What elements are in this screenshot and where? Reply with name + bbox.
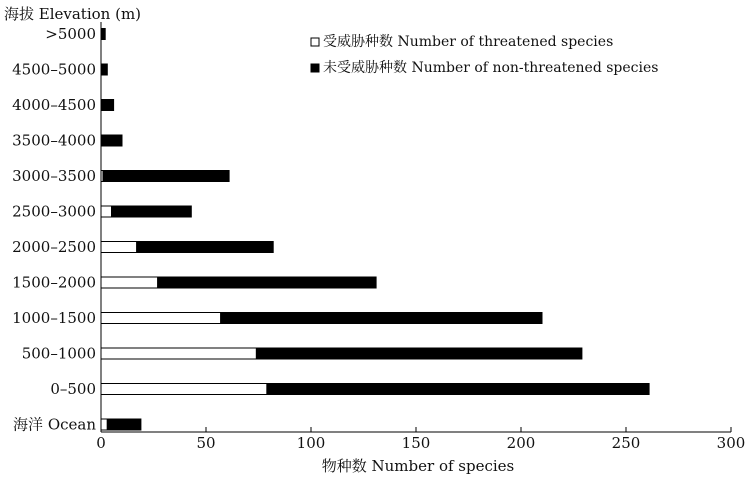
bar-non-threatened-9: [256, 348, 582, 359]
y-tick-label: 3000–3500: [12, 167, 96, 185]
y-tick-label: 海洋 Ocean: [13, 415, 96, 434]
bar-threatened-5: [101, 206, 112, 217]
bar-non-threatened-7: [158, 277, 376, 288]
bar-non-threatened-10: [267, 384, 649, 395]
legend-swatch-non-threatened: [311, 64, 319, 72]
x-tick-label: 200: [506, 434, 536, 452]
y-axis-title: 海拔 Elevation (m): [4, 5, 142, 23]
x-tick-label: 100: [296, 434, 326, 452]
y-tick-label: 2000–2500: [12, 238, 96, 256]
bar-non-threatened-11: [107, 419, 141, 430]
bars-group: [101, 29, 649, 431]
y-tick-label: 1500–2000: [12, 273, 96, 292]
x-tick-label: 0: [96, 434, 106, 452]
y-tick-label: >5000: [45, 25, 96, 43]
y-tick-label: 1000–1500: [12, 309, 96, 327]
y-tick-label: 0–500: [50, 380, 96, 398]
bar-non-threatened-0: [101, 29, 105, 40]
bar-non-threatened-1: [101, 64, 107, 75]
y-tick-label: 4000–4500: [12, 96, 96, 114]
bar-non-threatened-8: [221, 313, 542, 324]
bar-threatened-9: [101, 348, 256, 359]
bar-threatened-10: [101, 384, 267, 395]
x-tick-label: 150: [401, 434, 431, 452]
x-tick-labels: [96, 434, 745, 452]
legend-label-non-threatened: 未受威胁种数 Number of non-threatened species: [323, 60, 659, 76]
bar-threatened-11: [101, 419, 107, 430]
bar-threatened-8: [101, 313, 221, 324]
bar-non-threatened-6: [137, 242, 274, 253]
axes-group: [101, 22, 731, 432]
x-tick-label: 250: [611, 434, 641, 452]
y-tick-labels: [12, 25, 96, 434]
bar-threatened-6: [101, 242, 137, 253]
x-tick-label: 300: [716, 434, 746, 452]
x-axis-title: 物种数 Number of species: [321, 457, 515, 475]
bar-non-threatened-5: [112, 206, 192, 217]
legend-swatch-threatened: [311, 38, 319, 46]
y-tick-label: 4500–5000: [12, 60, 96, 79]
bar-non-threatened-4: [103, 171, 229, 182]
x-tick-label: 50: [196, 434, 216, 452]
y-tick-label: 3500–4000: [12, 131, 96, 150]
bar-non-threatened-2: [101, 100, 114, 111]
y-tick-label: 2500–3000: [12, 202, 96, 221]
y-tick-label: 500–1000: [21, 344, 96, 363]
bar-threatened-7: [101, 277, 158, 288]
legend: [311, 33, 658, 76]
legend-label-threatened: 受威胁种数 Number of threatened species: [323, 34, 614, 50]
bar-non-threatened-3: [101, 135, 122, 146]
